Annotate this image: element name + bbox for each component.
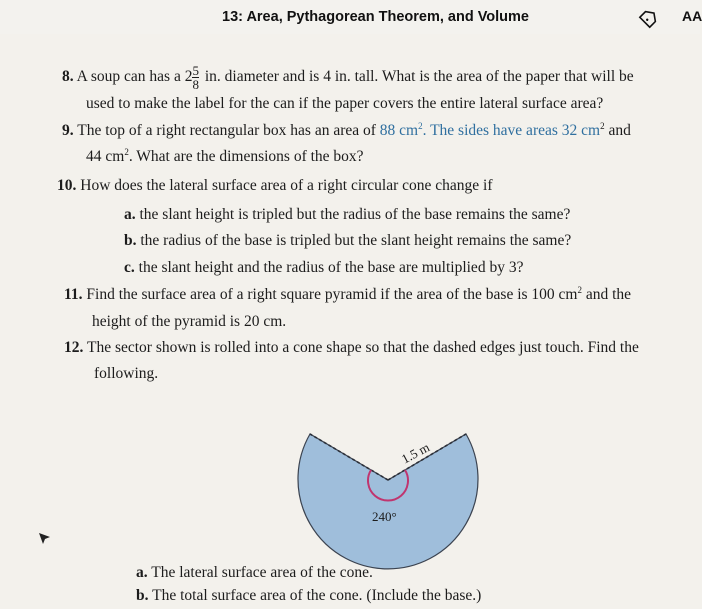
problem-12-line-1: 12. The sector shown is rolled into a cone shape so that the dashed edges just touch. Find the [64,339,639,356]
problem-12-item-b: b. The total surface area of the cone. (Include the base.) [136,587,482,604]
problem-10-item-a: a. the slant height is tripled but the radius of the base remains the same? [124,206,571,223]
cursor-arrow-icon [38,532,52,546]
textbook-page [0,34,700,609]
bookmark-icon[interactable] [640,9,658,27]
angle-label: 240° [372,509,397,524]
fraction: $\frac{5}{8}$ [192,63,199,92]
radius-label: 1.5 m [398,439,433,467]
text-size-button[interactable]: AA [682,8,702,24]
problem-number: 12. [64,339,84,356]
problem-number: 11. [64,286,83,303]
problem-8-line-1: 8. A soup can has a 2 $\frac{5}{8}$ in. diameter and is 4 in. tall. What is the area of the paper that will be [62,63,634,92]
sector-figure [298,390,478,570]
problem-12-line-2: following. [94,365,159,382]
page-title: 13: Area, Pythagorean Theorem, and Volume [222,9,529,25]
highlighted-text: 88 $cm^2$. The sides have areas 32 cm [379,121,601,139]
problem-9-line-2: 44 $cm^2$. What are the dimensions of the box? [86,147,364,165]
problem-11-line-2: height of the pyramid is 20 cm. [92,313,287,330]
problem-10-line-1: 10. How does the lateral surface area of a right circular cone change if [57,177,493,194]
problem-12-item-a: a. The lateral surface area of the cone. [136,564,373,581]
problem-10-item-c: c. the slant height and the radius of the base are multiplied by 3? [124,259,524,276]
problem-11-line-1: 11. Find the surface area of a right square pyramid if the area of the base is 100 $cm^2$ and the [64,285,632,303]
problem-10-item-b: b. the radius of the base is tripled but the slant height remains the same? [124,232,572,249]
top-bar [0,0,700,34]
problem-9-line-1: 9. The top of a right rectangular box has an area of 88 $cm^2$. The sides have areas 32 $cm^2$ and [62,121,631,139]
problem-number: 8. [62,68,74,86]
problem-number: 9. [62,122,74,139]
problem-8-line-2: used to make the label for the can if the paper covers the entire lateral surface area? [86,95,604,112]
problem-number: 10. [57,177,77,194]
